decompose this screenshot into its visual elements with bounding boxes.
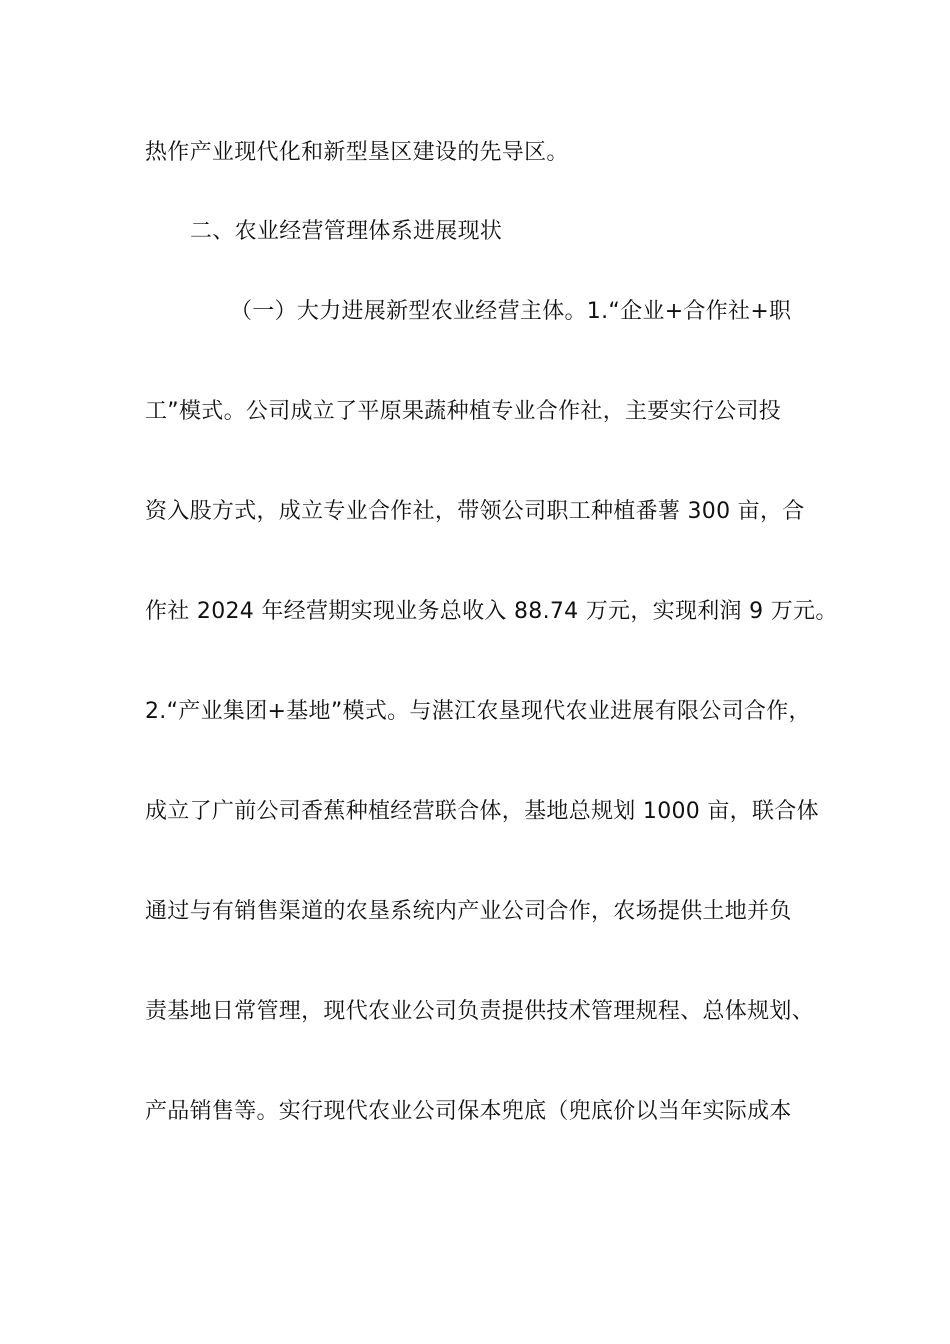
paragraph-line: 作社 2024 年经营期实现业务总收入 88.74 万元，实现利润 9 万元。	[145, 599, 838, 624]
paragraph-line: 工”模式。公司成立了平原果蔬种植专业合作社，主要实行公司投	[145, 399, 782, 424]
section-heading: 二、农业经营管理体系进展现状	[190, 219, 503, 244]
paragraph-line: 2.“产业集团+基地”模式。与湛江农垦现代农业进展有限公司合作，	[145, 699, 811, 724]
paragraph-line: （一）大力进展新型农业经营主体。1.“企业+合作社+职	[230, 299, 792, 324]
paragraph-line: 产品销售等。实行现代农业公司保本兜底（兜底价以当年实际成本	[145, 1099, 792, 1124]
paragraph-line: 通过与有销售渠道的农垦系统内产业公司合作，农场提供土地并负	[145, 899, 792, 924]
paragraph-line: 成立了广前公司香蕉种植经营联合体，基地总规划 1000 亩，联合体	[145, 799, 819, 824]
paragraph-line: 责基地日常管理，现代农业公司负责提供技术管理规程、总体规划、	[145, 999, 815, 1024]
paragraph-line: 热作产业现代化和新型垦区建设的先导区。	[145, 140, 569, 165]
paragraph-line: 资入股方式，成立专业合作社，带领公司职工种植番薯 300 亩，合	[145, 499, 805, 524]
